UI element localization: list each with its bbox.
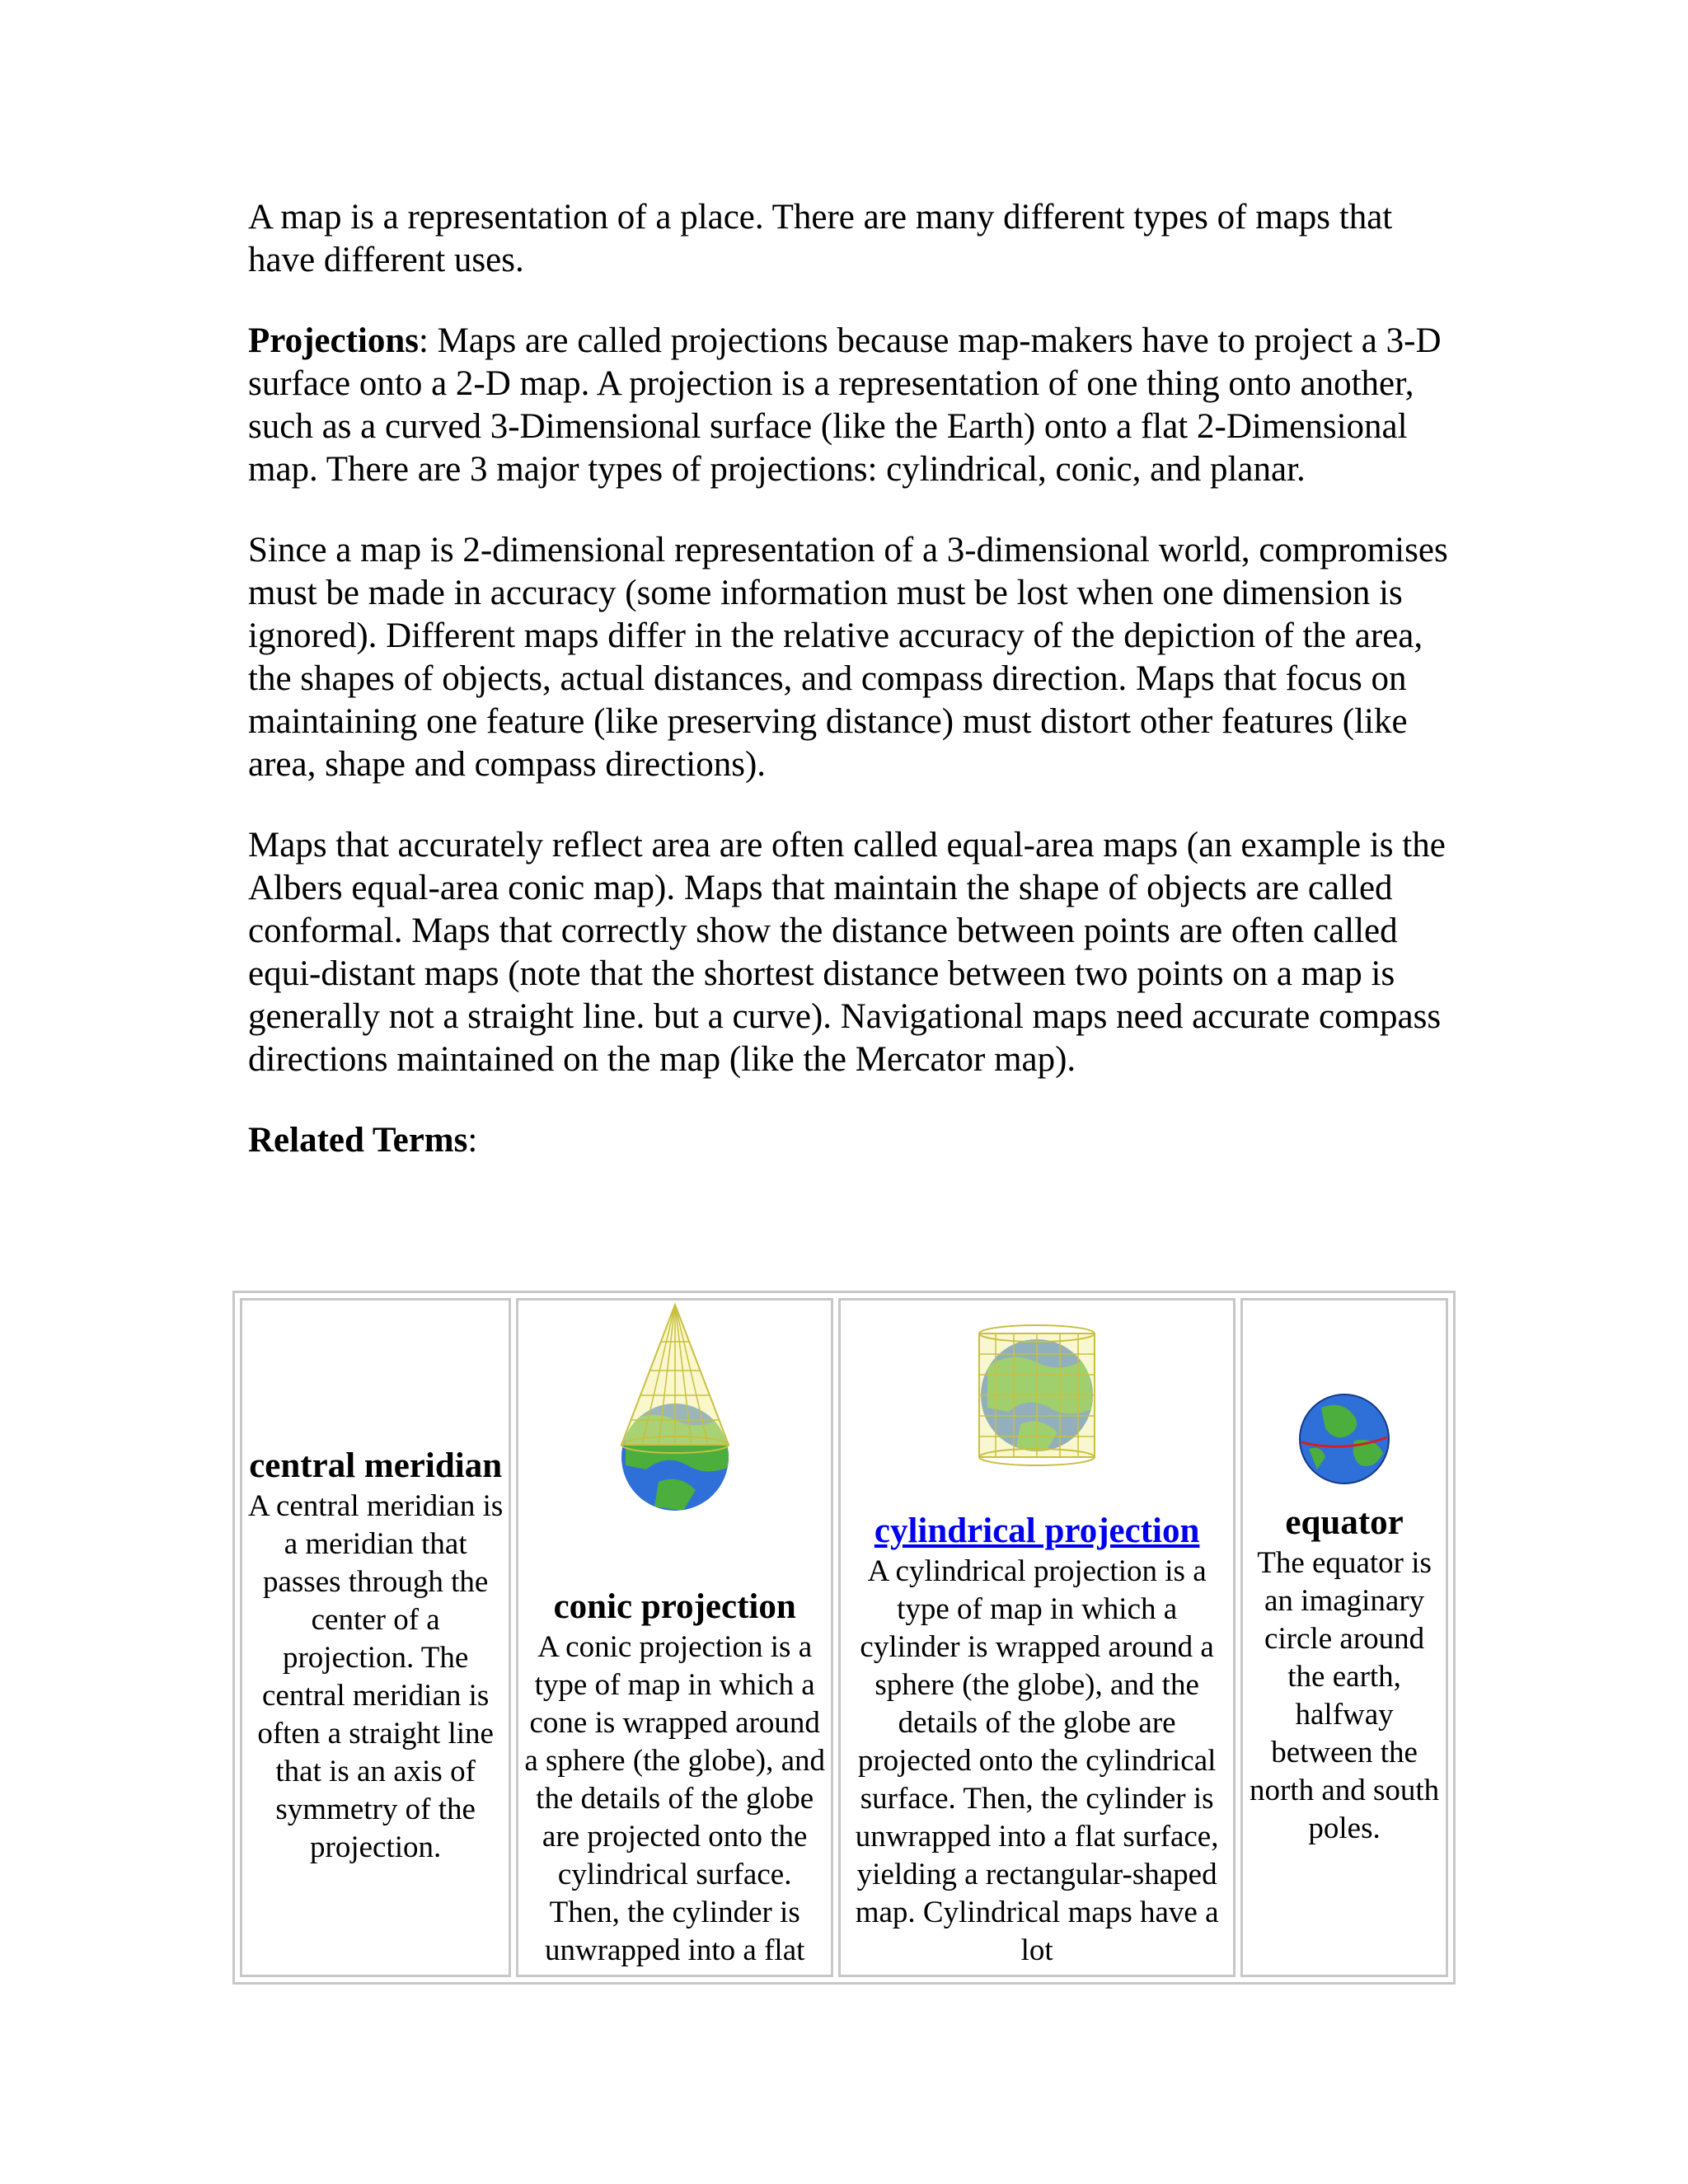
projections-paragraph (248, 320, 1451, 491)
cylindrical-projection-link[interactable]: cylindrical projection (874, 1511, 1200, 1550)
term-title: conic projection (553, 1587, 796, 1626)
term-description: A cylindrical projection is a type of map in which a cylinder is wrapped around a sphere (the globe), and the details of the globe are projected onto the cylindrical surface. Then, the cylinder is unwrapped into a flat surface, yielding a rectangular-shaped map. Cylindrical maps have a lot (855, 1554, 1219, 1967)
equator-globe-icon (1296, 1391, 1392, 1487)
intro-paragraph: A map is a representation of a place. There are many different types of maps that have different uses. (248, 198, 1393, 279)
related-terms-label: Related Terms (248, 1121, 468, 1160)
term-cell-conic-projection (516, 1298, 833, 1977)
cylindrical-projection-icon (971, 1317, 1103, 1474)
projections-label: Projections (248, 321, 419, 360)
term-description: A central meridian is a meridian that passes through the center of a projection. The central meridian is often a straight line that is an axis of symmetry of the projection. (248, 1489, 504, 1864)
related-terms-table (232, 1291, 1456, 1985)
term-title: equator (1285, 1503, 1404, 1542)
related-terms-colon: : (467, 1121, 478, 1160)
map-types-paragraph: Maps that accurately reflect area are often called equal-area maps (an example is the Albers equal-area conic map). Maps that maintain the shape of objects are called conformal. Maps that correctly show the distance between points are often called equi-distant maps (note that the shortest distance between two points on a map is generally not a straight line. but a curve). Navigational maps need accurate compass directions maintained on the map (like the Mercator map). (248, 826, 1446, 1079)
term-cell-equator (1240, 1298, 1448, 1977)
term-title: central meridian (249, 1446, 503, 1485)
term-description: The equator is an imaginary circle around the earth, halfway between the north and south poles. (1249, 1546, 1440, 1845)
conic-projection-icon (609, 1301, 741, 1515)
term-description: A conic projection is a type of map in which a cone is wrapped around a sphere (the globe), and the details of the globe are projected onto the cylindrical surface. Then, the cylinder is unwrapped into a flat (524, 1630, 826, 1967)
term-cell-central-meridian (240, 1298, 511, 1977)
term-cell-cylindrical-projection (838, 1298, 1236, 1977)
document-body (248, 196, 1451, 1200)
related-terms-heading (248, 1119, 1451, 1162)
table-row (240, 1298, 1448, 1977)
accuracy-paragraph: Since a map is 2-dimensional representation of a 3-dimensional world, compromises must be made in accuracy (some information must be lost when one dimension is ignored). Different maps differ in the relative accuracy of the depiction of the area, the shapes of objects, actual distances, and compass direction. Maps that focus on maintaining one feature (like preserving distance) must distort other features (like area, shape and compass directions). (248, 531, 1448, 784)
projections-text: : Maps are called projections because map-makers have to project a 3-D surface onto a 2-D map. A projection is a representation of one thing onto another, such as a curved 3-Dimensional surface (like the Earth) onto a flat 2-Dimensional map. There are 3 major types of projections: cylindrical, conic, and planar. (248, 321, 1442, 489)
